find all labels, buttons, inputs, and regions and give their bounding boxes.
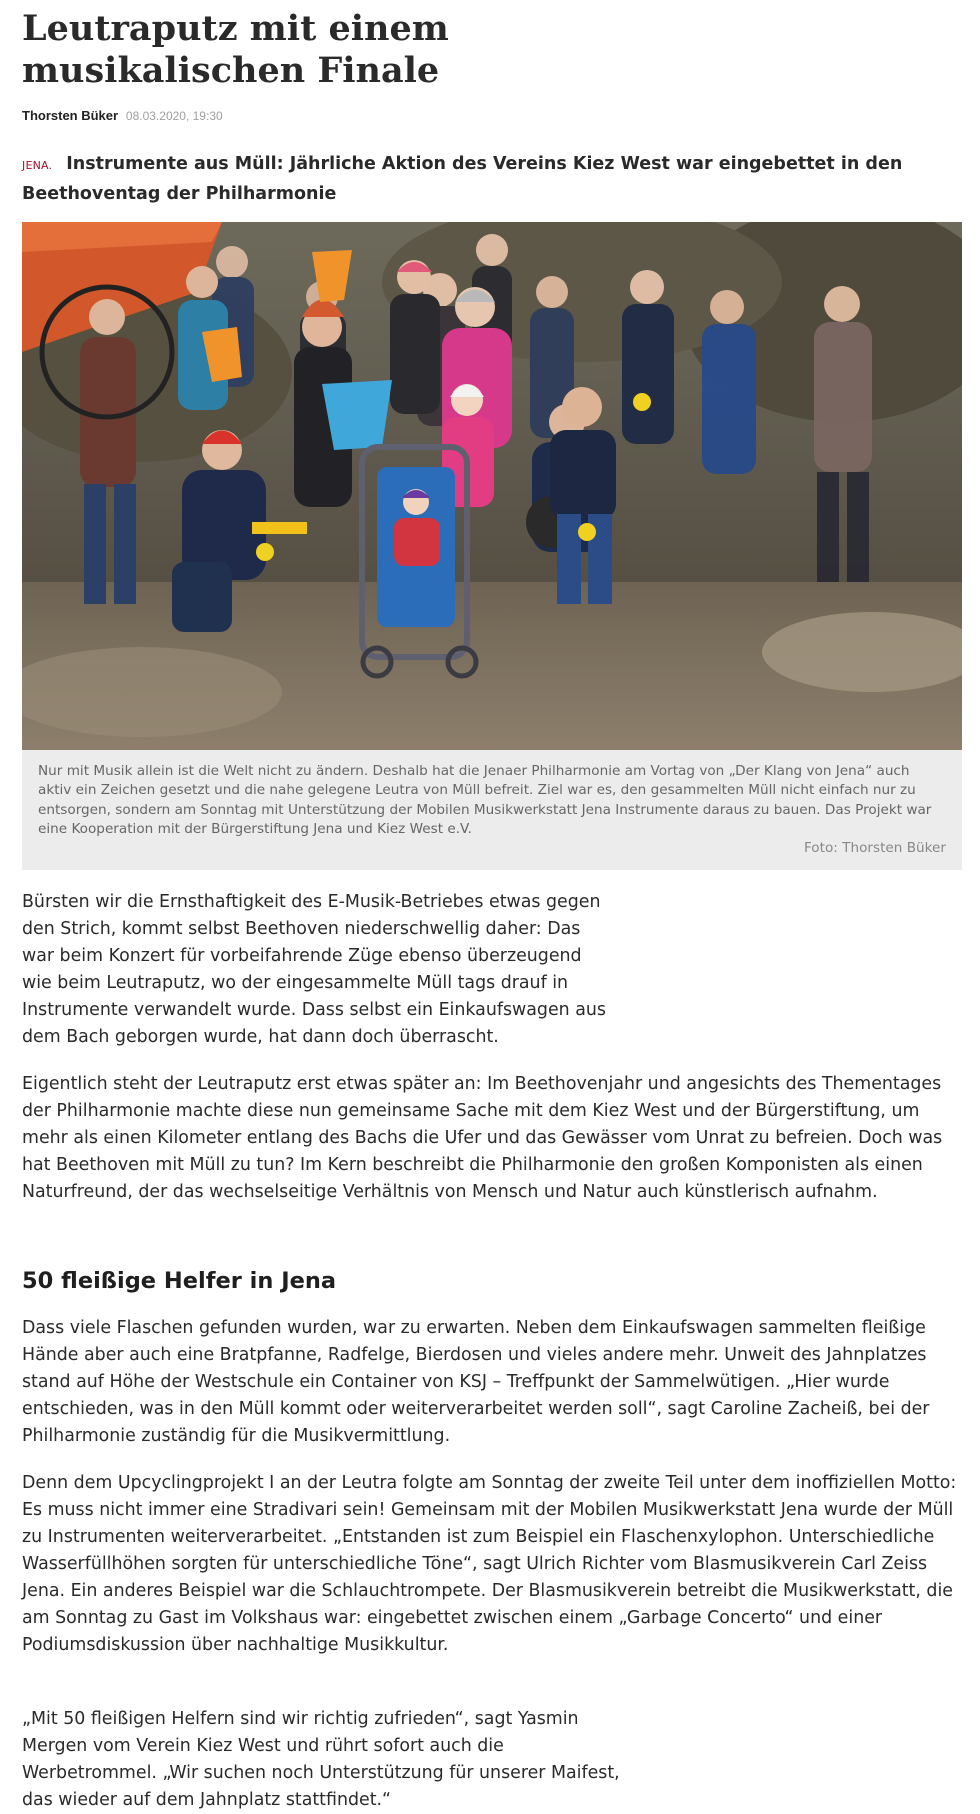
byline (22, 108, 223, 124)
article-subheading: 50 fleißige Helfer in Jena (22, 1268, 337, 1294)
article-photo[interactable] (22, 222, 962, 750)
publish-date: 08.03.2020, 19:30 (125, 109, 223, 123)
photo-illustration (22, 222, 962, 750)
article-paragraph-5: „Mit 50 fleißigen Helfern sind wir richtig zufrieden“, sagt Yasmin Mergen vom Verein Kiez West und rührt sofort auch die Werbetrommel. „Wir suchen noch Unterstützung für unserer Maifest, das wieder auf dem Jahnplatz stattfindet.“ (22, 1709, 620, 1810)
article-paragraph-3: Dass viele Flaschen gefunden wurden, war zu erwarten. Neben dem Einkaufswagen sammelten fleißige Hände aber auch eine Bratpfanne, Radfelge, Bierdosen und vieles andere mehr. Unweit des Jahnplatzes stand auf Höhe der Westschule ein Container von KSJ – Treffpunkt der Sammelwütigen. „Hier wurde entschieden, was in den Müll kommt oder weiterverarbeitet werden soll“, sagt Caroline Zacheiß, bei der Philharmonie zuständig für die Musikvermittlung. (22, 1318, 930, 1446)
article-paragraph-4: Denn dem Upcyclingprojekt I an der Leutra folgte am Sonntag der zweite Teil unter dem inoffiziellen Motto: Es muss nicht immer eine Stradivari sein! Gemeinsam mit der Mobilen Musikwerkstatt Jena wurde der Müll zu Instrumenten weiterverarbeitet. „Entstanden ist zum Beispiel ein Flaschenxylophon. Unterschiedliche Wasserfüllhöhen sorgten für unterschiedliche Töne“, sagt Ulrich Richter vom Blasmusikverein Carl Zeiss Jena. Ein anderes Beispiel war die Schlauchtrompete. Der Blasmusikverein betreibt die Musikwerkstatt, die am Sonntag zu Gast im Volkshaus war: eingebettet zwischen einem „Garbage Concerto“ und einer Podiumsdiskussion über nachhaltige Musikkultur. (22, 1473, 957, 1655)
article-headline: Leutraputz mit einem musikalischen Finale (22, 8, 449, 91)
article-paragraph-2: Eigentlich steht der Leutraputz erst etwas später an: Im Beethovenjahr und angesichts des Thementages der Philharmonie machte diese nun gemeinsame Sache mit dem Kiez West und der Bürgerstiftung, um mehr als einen Kilometer entlang des Bachs die Ufer und das Gewässer vom Unrat zu befreien. Doch was hat Beethoven mit Müll zu tun? Im Kern beschreibt die Philharmonie den großen Komponisten als einen Naturfreund, der das wechselseitige Verhältnis von Mensch und Natur auch künstlerisch aufnahm. (22, 1074, 943, 1202)
teaser-text: Instrumente aus Müll: Jährliche Aktion des Vereins Kiez West war eingebettet in den Beethoventag der Philharmonie (22, 154, 903, 204)
photo-credit: Foto: Thorsten Büker (803, 840, 946, 856)
author-name[interactable]: Thorsten Büker (22, 108, 119, 123)
dateline: JENA. (22, 159, 53, 172)
photo-caption: Nur mit Musik allein ist die Welt nicht zu ändern. Deshalb hat die Jenaer Philharmonie am Vortag von „Der Klang von Jena“ auch aktiv ein Zeichen gesetzt und die nahe gelegene Leutra von Müll befreit. Ziel war es, den gesammelten Müll nicht einfach nur zu entsorgen, sondern am Sonntag mit Unterstützung der Mobilen Musikwerkstatt Jena Instrumente daraus zu bauen. Das Projekt war eine Kooperation mit der Bürgerstiftung Jena und Kiez West e.V. (38, 763, 932, 837)
article-paragraph-1: Bürsten wir die Ernsthaftigkeit des E-Musik-Betriebes etwas gegen den Strich, kommt selbst Beethoven niederschwellig daher: Das war beim Konzert für vorbeifahrende Züge ebenso überzeugend wie beim Leutraputz, wo der eingesammelte Müll tags drauf in Instrumente verwandelt wurde. Dass selbst ein Einkaufswagen aus dem Bach geborgen wurde, hat dann doch überrascht. (22, 892, 606, 1047)
photo-caption-box (22, 750, 962, 870)
article-teaser (22, 150, 962, 208)
